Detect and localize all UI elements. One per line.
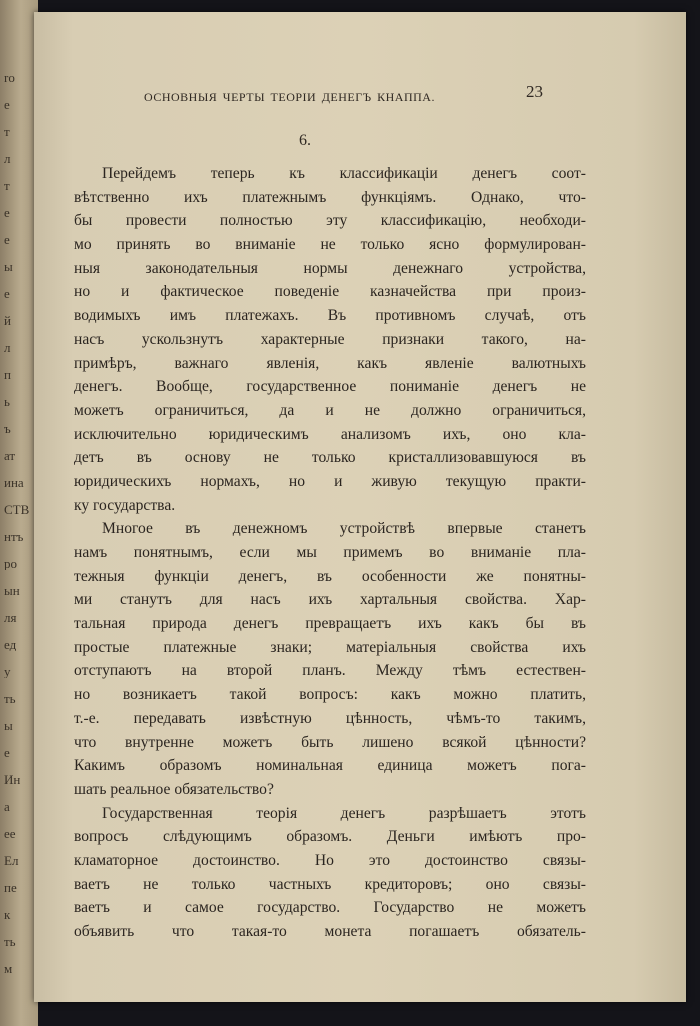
previous-page-fragment: ъ xyxy=(4,421,11,435)
text-line: примѣръ, важнаго явленія, какъ явленіе валютныхъ xyxy=(74,354,586,372)
text-line: объявить что такая-то монета погашаетъ обязатель- xyxy=(74,923,586,940)
previous-page-fragment: ы xyxy=(4,718,13,732)
text-line: ваетъ не только частныхъ кредиторовъ; оно связы- xyxy=(74,875,586,893)
previous-page-fragment: к xyxy=(4,907,11,921)
text-line: т.-е. передавать извѣстную цѣнность, чѣмъ-то такимъ, xyxy=(74,709,586,727)
text-line: ваетъ и самое государство. Государство не можетъ xyxy=(74,899,586,917)
text-line: насъ ускользнутъ характерные признаки такого, на- xyxy=(74,330,586,348)
page-number: 23 xyxy=(526,82,543,101)
previous-page-fragment: а xyxy=(4,799,10,813)
text-line: тальная природа денегъ превращаетъ ихъ какъ бы въ xyxy=(74,615,586,633)
previous-page-fragment: ее xyxy=(4,826,16,840)
book-page xyxy=(34,12,686,1002)
text-line: намъ понятнымъ, если мы примемъ во вниманіе пла- xyxy=(74,544,586,561)
previous-page-fragment: п xyxy=(4,367,11,381)
previous-page-fragment: ть xyxy=(4,934,16,948)
text-line: Перейдемъ теперь къ классификаціи денегъ соот- xyxy=(102,165,586,182)
text-line: юридическихъ нормахъ, но и живую текущую практи- xyxy=(74,472,586,490)
text-line: детъ въ основу не только кристаллизовавшуюся въ xyxy=(74,449,586,467)
previous-page-fragment: е xyxy=(4,97,10,111)
previous-page-fragment: ь xyxy=(4,394,10,408)
previous-page-fragment: е xyxy=(4,232,10,246)
text-line: но возникаетъ такой вопросъ: какъ можно платить, xyxy=(74,686,586,704)
text-line: бы провести полностью эту классификацію, необходи- xyxy=(74,212,586,230)
text-line: ныя законодательныя нормы денежнаго устройства, xyxy=(74,259,586,277)
text-line: водимыхъ имъ платежахъ. Въ противномъ случаѣ, отъ xyxy=(74,307,586,325)
previous-page-fragment: ат xyxy=(4,448,16,462)
previous-page-fragment: л xyxy=(4,151,11,165)
text-line: вѣтственно ихъ платежнымъ функціямъ. Однако, что- xyxy=(74,188,586,206)
running-title: ОСНОВНЫЯ ЧЕРТЫ ТЕОРІИ ДЕНЕГЪ КНАППА. xyxy=(144,90,435,104)
section-number: 6. xyxy=(299,132,311,149)
previous-page-fragment: Ел xyxy=(4,853,19,867)
previous-page-edge xyxy=(0,0,38,1026)
previous-page-fragment: пе xyxy=(4,880,17,894)
previous-page-fragment: СТВ xyxy=(4,502,30,516)
text-line: вопросъ слѣдующимъ образомъ. Деньги имѣютъ про- xyxy=(74,828,586,846)
text-line: Какимъ образомъ номинальная единица можетъ пога- xyxy=(74,757,586,775)
previous-page-fragment: й xyxy=(4,313,11,327)
text-line: денегъ. Вообще, государственное пониманіе денегъ не xyxy=(74,378,586,396)
previous-page-fragment: ед xyxy=(4,637,17,651)
text-line: что внутренне можетъ быть лишено всякой цѣнности? xyxy=(74,733,586,751)
text-line: кламаторное достоинство. Но это достоинство связы- xyxy=(74,851,586,869)
previous-page-fragment: ro xyxy=(4,70,15,84)
previous-page-fragment: ы xyxy=(4,259,13,273)
text-line: шать реальное обязательство? xyxy=(74,780,274,798)
previous-page-fragment: е xyxy=(4,745,10,759)
previous-page-fragment: ина xyxy=(4,475,24,489)
previous-page-fragment: т xyxy=(4,124,10,138)
previous-page-fragment: т xyxy=(4,178,10,192)
previous-page-fragment: ля xyxy=(4,610,17,624)
text-line: Многое въ денежномъ устройствѣ впервые станетъ xyxy=(102,520,586,538)
text-line: ми станутъ для насъ ихъ хартальныя свойства. Хар- xyxy=(74,591,586,609)
previous-page-fragment: ть xyxy=(4,691,16,705)
previous-page-fragment: л xyxy=(4,340,11,354)
text-line: простые платежные знаки; матеріальныя свойства ихъ xyxy=(74,638,586,656)
text-line: отступаютъ на второй планъ. Между тѣмъ естествен- xyxy=(74,662,586,680)
text-line: но и фактическое поведеніе казначейства при произ- xyxy=(74,283,586,301)
previous-page-fragment: ро xyxy=(4,556,17,570)
text-line: Государственная теорія денегъ разрѣшаетъ этотъ xyxy=(102,804,586,822)
previous-page-fragment: е xyxy=(4,205,10,219)
previous-page-fragment: Ин xyxy=(4,772,21,786)
previous-page-fragment: м xyxy=(4,961,13,975)
body-text xyxy=(74,162,586,944)
text-line: ку государства. xyxy=(74,496,176,514)
previous-page-fragment: е xyxy=(4,286,10,300)
previous-page-fragment: у xyxy=(4,664,11,678)
previous-page-fragment: ын xyxy=(4,583,20,597)
text-line: тежныя функціи денегъ, въ особенности же понятны- xyxy=(74,567,586,585)
text-line: можетъ ограничиться, да и не должно ограничиться, xyxy=(74,401,586,419)
text-line: мо принять во вниманіе не только ясно формулирован- xyxy=(74,236,586,254)
previous-page-fragment: нтъ xyxy=(4,529,24,543)
text-line: исключительно юридическимъ анализомъ ихъ, оно кла- xyxy=(74,425,586,443)
